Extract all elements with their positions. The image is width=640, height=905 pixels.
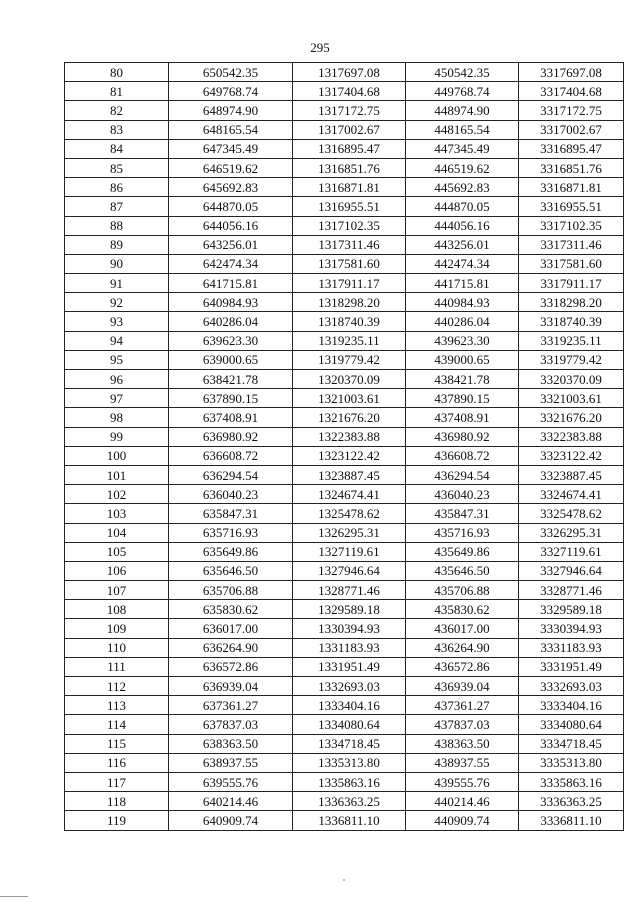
- y-coordinate-alt-cell: 3332693.03: [519, 677, 624, 696]
- y-coordinate-alt-cell: 3326295.31: [519, 523, 624, 542]
- y-coordinate-cell: 1329589.18: [293, 600, 406, 619]
- point-number-cell: 112: [65, 677, 169, 696]
- point-number-cell: 89: [65, 235, 169, 254]
- point-number-cell: 115: [65, 734, 169, 753]
- y-coordinate-alt-cell: 3324674.41: [519, 485, 624, 504]
- point-number-cell: 116: [65, 753, 169, 772]
- table-row: [65, 389, 624, 408]
- x-coordinate-cell: 647345.49: [169, 139, 293, 158]
- y-coordinate-alt-cell: 3336811.10: [519, 811, 624, 830]
- x-coordinate-cell: 636040.23: [169, 485, 293, 504]
- table-row: [65, 158, 624, 177]
- y-coordinate-cell: 1335863.16: [293, 772, 406, 791]
- x-coordinate-alt-cell: 436294.54: [406, 465, 519, 484]
- x-coordinate-cell: 639555.76: [169, 772, 293, 791]
- table-row: [65, 811, 624, 830]
- page-number: 295: [310, 40, 330, 55]
- y-coordinate-alt-cell: 3333404.16: [519, 696, 624, 715]
- table-row: [65, 504, 624, 523]
- x-coordinate-alt-cell: 436939.04: [406, 677, 519, 696]
- y-coordinate-alt-cell: 3317102.35: [519, 216, 624, 235]
- table-row: [65, 600, 624, 619]
- x-coordinate-alt-cell: 435646.50: [406, 561, 519, 580]
- y-coordinate-alt-cell: 3331183.93: [519, 638, 624, 657]
- y-coordinate-alt-cell: 3335863.16: [519, 772, 624, 791]
- x-coordinate-alt-cell: 450542.35: [406, 63, 519, 82]
- x-coordinate-cell: 644056.16: [169, 216, 293, 235]
- x-coordinate-cell: 635649.86: [169, 542, 293, 561]
- point-number-cell: 94: [65, 331, 169, 350]
- table-row: [65, 696, 624, 715]
- x-coordinate-cell: 635830.62: [169, 600, 293, 619]
- x-coordinate-cell: 650542.35: [169, 63, 293, 82]
- x-coordinate-alt-cell: 445692.83: [406, 178, 519, 197]
- y-coordinate-cell: 1336811.10: [293, 811, 406, 830]
- x-coordinate-cell: 635646.50: [169, 561, 293, 580]
- coordinate-table-body: [65, 63, 624, 831]
- y-coordinate-cell: 1317311.46: [293, 235, 406, 254]
- x-coordinate-cell: 636017.00: [169, 619, 293, 638]
- x-coordinate-alt-cell: 436980.92: [406, 427, 519, 446]
- scan-edge-mark: [0, 896, 28, 897]
- x-coordinate-alt-cell: 446519.62: [406, 158, 519, 177]
- table-row: [65, 350, 624, 369]
- y-coordinate-cell: 1317697.08: [293, 63, 406, 82]
- point-number-cell: 92: [65, 293, 169, 312]
- y-coordinate-alt-cell: 3321003.61: [519, 389, 624, 408]
- x-coordinate-alt-cell: 441715.81: [406, 274, 519, 293]
- y-coordinate-alt-cell: 3331951.49: [519, 657, 624, 676]
- y-coordinate-cell: 1321003.61: [293, 389, 406, 408]
- x-coordinate-cell: 648165.54: [169, 120, 293, 139]
- y-coordinate-alt-cell: 3317697.08: [519, 63, 624, 82]
- y-coordinate-cell: 1316871.81: [293, 178, 406, 197]
- point-number-cell: 107: [65, 581, 169, 600]
- x-coordinate-cell: 639000.65: [169, 350, 293, 369]
- y-coordinate-alt-cell: 3317404.68: [519, 82, 624, 101]
- y-coordinate-cell: 1332693.03: [293, 677, 406, 696]
- y-coordinate-alt-cell: 3317911.17: [519, 274, 624, 293]
- y-coordinate-cell: 1325478.62: [293, 504, 406, 523]
- y-coordinate-alt-cell: 3323122.42: [519, 446, 624, 465]
- x-coordinate-alt-cell: 435847.31: [406, 504, 519, 523]
- y-coordinate-alt-cell: 3325478.62: [519, 504, 624, 523]
- x-coordinate-alt-cell: 438937.55: [406, 753, 519, 772]
- x-coordinate-cell: 637837.03: [169, 715, 293, 734]
- table-row: [65, 235, 624, 254]
- x-coordinate-alt-cell: 440909.74: [406, 811, 519, 830]
- y-coordinate-cell: 1317911.17: [293, 274, 406, 293]
- y-coordinate-alt-cell: 3317581.60: [519, 254, 624, 273]
- y-coordinate-alt-cell: 3317172.75: [519, 101, 624, 120]
- x-coordinate-cell: 635847.31: [169, 504, 293, 523]
- x-coordinate-alt-cell: 435716.93: [406, 523, 519, 542]
- table-row: [65, 82, 624, 101]
- point-number-cell: 119: [65, 811, 169, 830]
- x-coordinate-alt-cell: 435830.62: [406, 600, 519, 619]
- y-coordinate-alt-cell: 3316955.51: [519, 197, 624, 216]
- y-coordinate-cell: 1320370.09: [293, 370, 406, 389]
- y-coordinate-alt-cell: 3327119.61: [519, 542, 624, 561]
- table-row: [65, 331, 624, 350]
- y-coordinate-cell: 1323122.42: [293, 446, 406, 465]
- table-row: [65, 619, 624, 638]
- x-coordinate-alt-cell: 436572.86: [406, 657, 519, 676]
- y-coordinate-cell: 1317404.68: [293, 82, 406, 101]
- x-coordinate-cell: 640984.93: [169, 293, 293, 312]
- x-coordinate-alt-cell: 437361.27: [406, 696, 519, 715]
- table-row: [65, 408, 624, 427]
- table-row: [65, 677, 624, 696]
- y-coordinate-alt-cell: 3319779.42: [519, 350, 624, 369]
- point-number-cell: 84: [65, 139, 169, 158]
- point-number-cell: 108: [65, 600, 169, 619]
- point-number-cell: 85: [65, 158, 169, 177]
- point-number-cell: 110: [65, 638, 169, 657]
- x-coordinate-cell: 648974.90: [169, 101, 293, 120]
- x-coordinate-alt-cell: 436040.23: [406, 485, 519, 504]
- table-row: [65, 120, 624, 139]
- y-coordinate-cell: 1333404.16: [293, 696, 406, 715]
- point-number-cell: 104: [65, 523, 169, 542]
- point-number-cell: 106: [65, 561, 169, 580]
- x-coordinate-alt-cell: 444056.16: [406, 216, 519, 235]
- point-number-cell: 102: [65, 485, 169, 504]
- y-coordinate-cell: 1316955.51: [293, 197, 406, 216]
- point-number-cell: 101: [65, 465, 169, 484]
- y-coordinate-cell: 1334718.45: [293, 734, 406, 753]
- point-number-cell: 113: [65, 696, 169, 715]
- table-row: [65, 216, 624, 235]
- x-coordinate-alt-cell: 438421.78: [406, 370, 519, 389]
- y-coordinate-cell: 1324674.41: [293, 485, 406, 504]
- x-coordinate-cell: 640286.04: [169, 312, 293, 331]
- point-number-cell: 86: [65, 178, 169, 197]
- point-number-cell: 98: [65, 408, 169, 427]
- x-coordinate-alt-cell: 436017.00: [406, 619, 519, 638]
- point-number-cell: 95: [65, 350, 169, 369]
- point-number-cell: 109: [65, 619, 169, 638]
- y-coordinate-alt-cell: 3317002.67: [519, 120, 624, 139]
- y-coordinate-alt-cell: 3316851.76: [519, 158, 624, 177]
- coordinate-table: [64, 62, 624, 831]
- x-coordinate-cell: 636294.54: [169, 465, 293, 484]
- y-coordinate-cell: 1317002.67: [293, 120, 406, 139]
- y-coordinate-cell: 1316895.47: [293, 139, 406, 158]
- point-number-cell: 103: [65, 504, 169, 523]
- point-number-cell: 91: [65, 274, 169, 293]
- x-coordinate-alt-cell: 438363.50: [406, 734, 519, 753]
- x-coordinate-cell: 636939.04: [169, 677, 293, 696]
- x-coordinate-alt-cell: 442474.34: [406, 254, 519, 273]
- y-coordinate-alt-cell: 3328771.46: [519, 581, 624, 600]
- table-row: [65, 485, 624, 504]
- point-number-cell: 117: [65, 772, 169, 791]
- table-row: [65, 197, 624, 216]
- x-coordinate-cell: 645692.83: [169, 178, 293, 197]
- y-coordinate-cell: 1327946.64: [293, 561, 406, 580]
- table-row: [65, 446, 624, 465]
- y-coordinate-alt-cell: 3334080.64: [519, 715, 624, 734]
- table-row: [65, 465, 624, 484]
- x-coordinate-cell: 638363.50: [169, 734, 293, 753]
- x-coordinate-alt-cell: 436264.90: [406, 638, 519, 657]
- y-coordinate-cell: 1328771.46: [293, 581, 406, 600]
- y-coordinate-alt-cell: 3327946.64: [519, 561, 624, 580]
- y-coordinate-alt-cell: 3319235.11: [519, 331, 624, 350]
- x-coordinate-cell: 649768.74: [169, 82, 293, 101]
- point-number-cell: 111: [65, 657, 169, 676]
- x-coordinate-cell: 644870.05: [169, 197, 293, 216]
- y-coordinate-cell: 1319779.42: [293, 350, 406, 369]
- table-row: [65, 63, 624, 82]
- y-coordinate-cell: 1321676.20: [293, 408, 406, 427]
- y-coordinate-cell: 1335313.80: [293, 753, 406, 772]
- point-number-cell: 88: [65, 216, 169, 235]
- y-coordinate-cell: 1327119.61: [293, 542, 406, 561]
- y-coordinate-alt-cell: 3322383.88: [519, 427, 624, 446]
- x-coordinate-alt-cell: 439000.65: [406, 350, 519, 369]
- table-row: [65, 561, 624, 580]
- table-row: [65, 715, 624, 734]
- x-coordinate-cell: 642474.34: [169, 254, 293, 273]
- x-coordinate-cell: 646519.62: [169, 158, 293, 177]
- table-row: [65, 254, 624, 273]
- point-number-cell: 105: [65, 542, 169, 561]
- x-coordinate-alt-cell: 436608.72: [406, 446, 519, 465]
- table-row: [65, 312, 624, 331]
- point-number-cell: 87: [65, 197, 169, 216]
- y-coordinate-cell: 1331183.93: [293, 638, 406, 657]
- y-coordinate-cell: 1323887.45: [293, 465, 406, 484]
- table-row: [65, 370, 624, 389]
- x-coordinate-alt-cell: 437408.91: [406, 408, 519, 427]
- x-coordinate-cell: 636608.72: [169, 446, 293, 465]
- y-coordinate-cell: 1336363.25: [293, 792, 406, 811]
- x-coordinate-alt-cell: 437890.15: [406, 389, 519, 408]
- x-coordinate-cell: 640214.46: [169, 792, 293, 811]
- y-coordinate-alt-cell: 3329589.18: [519, 600, 624, 619]
- point-number-cell: 93: [65, 312, 169, 331]
- y-coordinate-alt-cell: 3320370.09: [519, 370, 624, 389]
- y-coordinate-cell: 1317102.35: [293, 216, 406, 235]
- y-coordinate-cell: 1317172.75: [293, 101, 406, 120]
- table-row: [65, 101, 624, 120]
- x-coordinate-cell: 636572.86: [169, 657, 293, 676]
- table-row: [65, 638, 624, 657]
- x-coordinate-cell: 643256.01: [169, 235, 293, 254]
- x-coordinate-cell: 641715.81: [169, 274, 293, 293]
- point-number-cell: 118: [65, 792, 169, 811]
- y-coordinate-cell: 1334080.64: [293, 715, 406, 734]
- table-row: [65, 753, 624, 772]
- y-coordinate-alt-cell: 3334718.45: [519, 734, 624, 753]
- table-row: [65, 293, 624, 312]
- x-coordinate-alt-cell: 449768.74: [406, 82, 519, 101]
- y-coordinate-alt-cell: 3318298.20: [519, 293, 624, 312]
- x-coordinate-cell: 637361.27: [169, 696, 293, 715]
- point-number-cell: 100: [65, 446, 169, 465]
- x-coordinate-alt-cell: 443256.01: [406, 235, 519, 254]
- point-number-cell: 83: [65, 120, 169, 139]
- table-row: [65, 542, 624, 561]
- table-row: [65, 734, 624, 753]
- point-number-cell: 99: [65, 427, 169, 446]
- x-coordinate-alt-cell: 440214.46: [406, 792, 519, 811]
- x-coordinate-alt-cell: 440984.93: [406, 293, 519, 312]
- x-coordinate-alt-cell: 439623.30: [406, 331, 519, 350]
- y-coordinate-cell: 1317581.60: [293, 254, 406, 273]
- y-coordinate-cell: 1319235.11: [293, 331, 406, 350]
- x-coordinate-cell: 639623.30: [169, 331, 293, 350]
- table-row: [65, 427, 624, 446]
- x-coordinate-alt-cell: 435706.88: [406, 581, 519, 600]
- y-coordinate-cell: 1322383.88: [293, 427, 406, 446]
- table-row: [65, 274, 624, 293]
- y-coordinate-alt-cell: 3336363.25: [519, 792, 624, 811]
- x-coordinate-cell: 636264.90: [169, 638, 293, 657]
- y-coordinate-alt-cell: 3316871.81: [519, 178, 624, 197]
- scan-speck: [343, 879, 345, 881]
- x-coordinate-alt-cell: 444870.05: [406, 197, 519, 216]
- x-coordinate-cell: 637890.15: [169, 389, 293, 408]
- x-coordinate-alt-cell: 440286.04: [406, 312, 519, 331]
- y-coordinate-cell: 1326295.31: [293, 523, 406, 542]
- table-row: [65, 657, 624, 676]
- table-row: [65, 178, 624, 197]
- x-coordinate-cell: 636980.92: [169, 427, 293, 446]
- point-number-cell: 97: [65, 389, 169, 408]
- table-row: [65, 772, 624, 791]
- x-coordinate-alt-cell: 447345.49: [406, 139, 519, 158]
- table-row: [65, 581, 624, 600]
- y-coordinate-alt-cell: 3330394.93: [519, 619, 624, 638]
- x-coordinate-alt-cell: 448165.54: [406, 120, 519, 139]
- x-coordinate-alt-cell: 437837.03: [406, 715, 519, 734]
- point-number-cell: 82: [65, 101, 169, 120]
- x-coordinate-cell: 635706.88: [169, 581, 293, 600]
- point-number-cell: 80: [65, 63, 169, 82]
- x-coordinate-cell: 640909.74: [169, 811, 293, 830]
- table-row: [65, 139, 624, 158]
- x-coordinate-alt-cell: 435649.86: [406, 542, 519, 561]
- y-coordinate-alt-cell: 3316895.47: [519, 139, 624, 158]
- table-row: [65, 523, 624, 542]
- x-coordinate-cell: 637408.91: [169, 408, 293, 427]
- y-coordinate-alt-cell: 3335313.80: [519, 753, 624, 772]
- y-coordinate-alt-cell: 3317311.46: [519, 235, 624, 254]
- table-row: [65, 792, 624, 811]
- y-coordinate-cell: 1318298.20: [293, 293, 406, 312]
- coordinate-table-container: [64, 62, 624, 831]
- point-number-cell: 96: [65, 370, 169, 389]
- y-coordinate-cell: 1331951.49: [293, 657, 406, 676]
- y-coordinate-alt-cell: 3321676.20: [519, 408, 624, 427]
- x-coordinate-cell: 638937.55: [169, 753, 293, 772]
- x-coordinate-cell: 635716.93: [169, 523, 293, 542]
- point-number-cell: 90: [65, 254, 169, 273]
- y-coordinate-alt-cell: 3323887.45: [519, 465, 624, 484]
- x-coordinate-alt-cell: 439555.76: [406, 772, 519, 791]
- y-coordinate-cell: 1330394.93: [293, 619, 406, 638]
- y-coordinate-cell: 1316851.76: [293, 158, 406, 177]
- y-coordinate-cell: 1318740.39: [293, 312, 406, 331]
- y-coordinate-alt-cell: 3318740.39: [519, 312, 624, 331]
- x-coordinate-alt-cell: 448974.90: [406, 101, 519, 120]
- x-coordinate-cell: 638421.78: [169, 370, 293, 389]
- point-number-cell: 114: [65, 715, 169, 734]
- point-number-cell: 81: [65, 82, 169, 101]
